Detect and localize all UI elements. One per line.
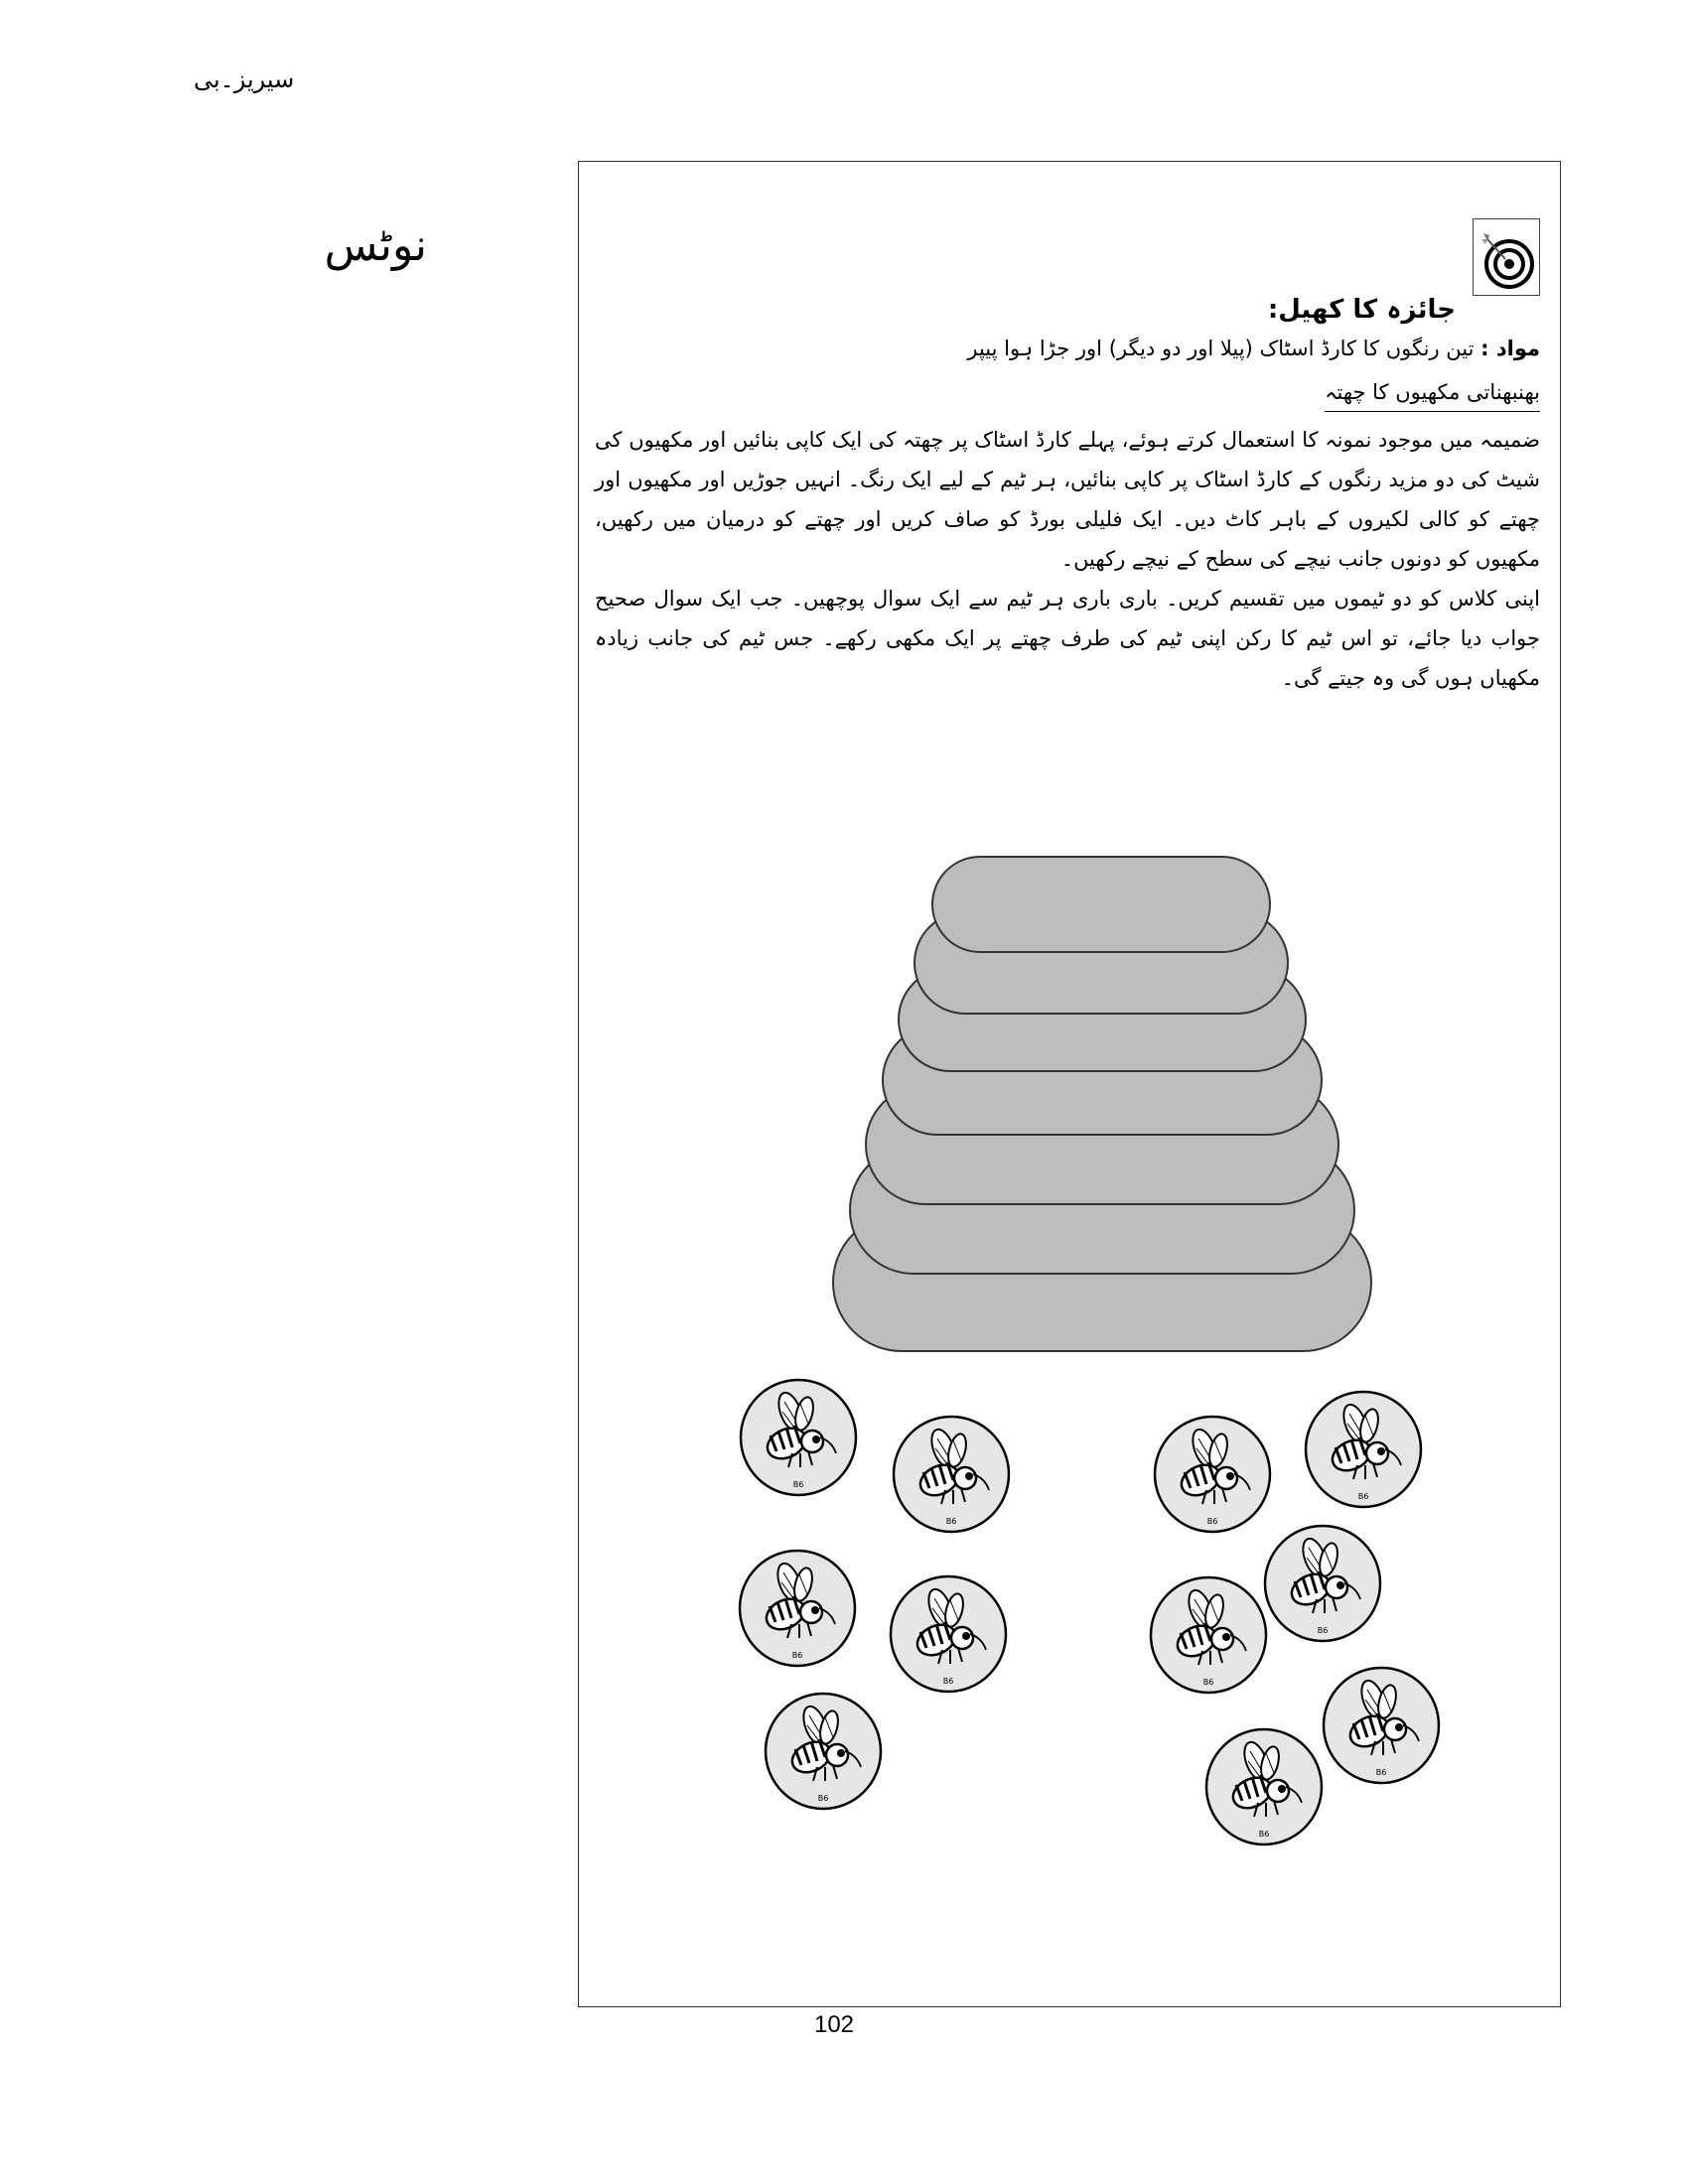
bee-token	[1265, 1526, 1380, 1641]
activity-text	[595, 279, 1540, 698]
svg-text:B6: B6	[1258, 1830, 1270, 1839]
paragraph-1: ضمیمہ میں موجود نمونہ کا استعمال کرتے ہوئے، پہلے کارڈ اسٹاک پر چھتہ کی ایک کاپی بنائیں اور مکھیوں کی شیٹ کی دو مزید رنگوں کے کارڈ اسٹاک پر کاپی بنائیں، ہر ٹیم کے لیے ایک رنگ۔ انہیں جوڑیں اور مکھیوں اور چھتے کو کالی لکیروں کے باہر کاٹ دیں۔ ایک فلیلی بورڈ کو صاف کریں اور چھتے کو درمیان میں رکھیں، مکھیوں کو دونوں جانب نیچے کی سطح کے نیچے رکھیں۔	[595, 428, 1540, 571]
materials-line	[595, 329, 1540, 372]
beehive-illustration	[579, 857, 1562, 1839]
subheading-row	[595, 372, 1540, 412]
materials-label: مواد :	[1480, 337, 1540, 360]
svg-text:B6: B6	[1375, 1768, 1387, 1777]
svg-text:B6: B6	[1202, 1678, 1214, 1687]
svg-text:B6: B6	[1357, 1492, 1369, 1501]
notes-heading: نوٹس	[324, 220, 427, 271]
bee-token	[1155, 1417, 1270, 1532]
bee-token	[1206, 1729, 1322, 1844]
svg-text:B6: B6	[791, 1651, 803, 1660]
bee-token	[1306, 1392, 1421, 1507]
series-label: سیریز۔بی	[194, 66, 295, 93]
svg-text:B6: B6	[945, 1517, 957, 1526]
bee-token	[740, 1551, 855, 1666]
bee-token	[1151, 1577, 1266, 1693]
content-frame	[578, 161, 1561, 2007]
svg-text:B6: B6	[942, 1677, 954, 1686]
materials-text: تین رنگوں کا کارڈ اسٹاک (پیلا اور دو دیگر) اور جڑا ہوا پیپر	[967, 337, 1475, 360]
activity-title: جائزہ کا کھیل:	[1267, 295, 1456, 325]
subheading: بھنبھناتی مکھیوں کا چھتہ	[1325, 375, 1540, 412]
bee-token	[891, 1576, 1006, 1692]
paragraph-2: اپنی کلاس کو دو ٹیموں میں تقسیم کریں۔ باری باری ہر ٹیم سے ایک سوال پوچھیں۔ جب ایک سوال صحیح جواب دیا جائے، تو اس ٹیم کا رکن اپنی ٹیم کی طرف چھتے پر ایک مکھی رکھے۔ جس ٹیم کی جانب زیادہ مکھیاں ہوں گی وہ جیتے گی۔	[595, 587, 1540, 690]
svg-text:B6: B6	[817, 1794, 829, 1803]
svg-text:B6: B6	[1317, 1626, 1329, 1635]
svg-text:B6: B6	[792, 1480, 804, 1489]
bee-token	[741, 1380, 856, 1495]
bee-token	[766, 1694, 881, 1809]
bee-token	[1324, 1668, 1439, 1783]
page-number: 102	[813, 2011, 855, 2038]
hive-shape	[833, 857, 1371, 1351]
bee-token	[894, 1417, 1009, 1532]
svg-text:B6: B6	[1206, 1517, 1218, 1526]
